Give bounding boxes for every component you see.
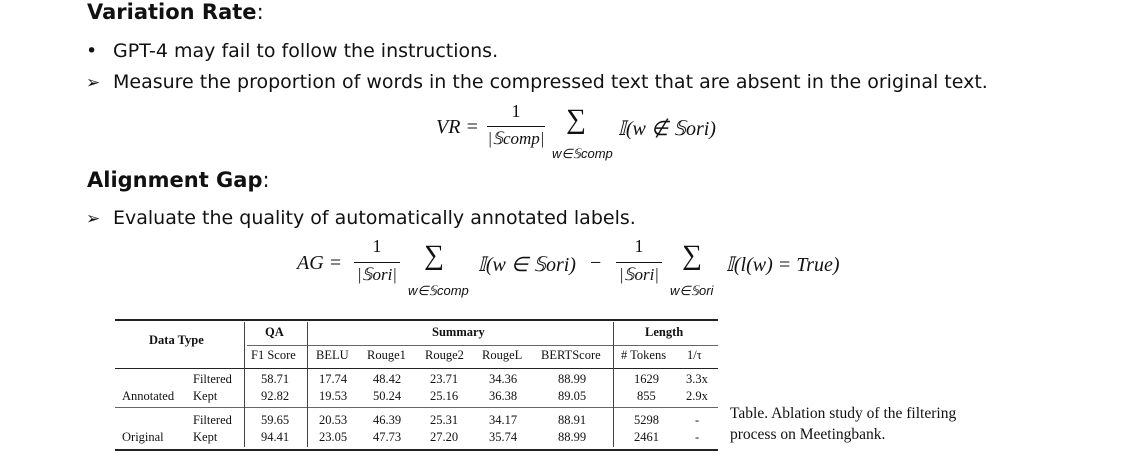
table-caption: Table. Ablation study of the filtering process on Meetingbank. bbox=[730, 405, 957, 443]
formula-term: 𝕀(w ∈ 𝕊ori) bbox=[478, 254, 576, 276]
section-heading-variation-rate bbox=[87, 0, 264, 24]
cell: 48.42 bbox=[373, 372, 402, 386]
subheader-f1: F1 Score bbox=[251, 348, 296, 362]
subheader-inverse-tau: 1/τ bbox=[687, 348, 702, 362]
cell: 34.36 bbox=[489, 372, 518, 386]
table-subheader-rule bbox=[247, 345, 718, 346]
fraction-denominator: |𝕊ori| bbox=[619, 265, 659, 284]
cell: 23.71 bbox=[430, 372, 459, 386]
cell: 5298 bbox=[634, 413, 659, 427]
cell: 88.91 bbox=[558, 413, 587, 427]
cell: 17.74 bbox=[319, 372, 348, 386]
subheader-tokens: # Tokens bbox=[621, 348, 667, 362]
arrow-marker-icon: ➢ bbox=[86, 209, 101, 229]
sum-subscript: w∈𝕊ori bbox=[670, 283, 714, 298]
cell: 1629 bbox=[634, 372, 659, 386]
cell: 34.17 bbox=[489, 413, 518, 427]
bullet-dot-icon: • bbox=[86, 40, 98, 62]
cell: 35.74 bbox=[489, 430, 518, 444]
cell: 58.71 bbox=[261, 372, 290, 386]
subheader-rouge1: Rouge1 bbox=[367, 348, 406, 362]
sum-subscript: w∈𝕊comp bbox=[552, 146, 613, 161]
heading-colon: : bbox=[256, 0, 264, 24]
cell: - bbox=[695, 430, 700, 444]
section-heading-alignment-gap bbox=[87, 168, 270, 192]
row-group-annotated: Annotated bbox=[122, 389, 175, 403]
column-divider bbox=[307, 322, 308, 447]
fraction-numerator: 1 bbox=[511, 101, 521, 121]
heading-text: Alignment Gap bbox=[87, 168, 263, 192]
table-bottom-rule bbox=[115, 449, 718, 451]
cell: 20.53 bbox=[319, 413, 348, 427]
cell: 46.39 bbox=[373, 413, 402, 427]
cell: 23.05 bbox=[319, 430, 348, 444]
cell: 3.3x bbox=[686, 372, 708, 386]
row-label: Kept bbox=[193, 430, 218, 444]
bullet-text: Evaluate the quality of automatically annotated labels. bbox=[113, 207, 636, 229]
fraction-line bbox=[354, 262, 400, 263]
formula-lhs: AG = bbox=[297, 252, 343, 274]
cell: 36.38 bbox=[489, 389, 518, 403]
sum-subscript: w∈𝕊comp bbox=[408, 283, 469, 298]
cell: 92.82 bbox=[261, 389, 290, 403]
cell: 25.16 bbox=[430, 389, 459, 403]
cell: 19.53 bbox=[319, 389, 348, 403]
sigma-icon: ∑ bbox=[566, 104, 586, 135]
bullet-text: Measure the proportion of words in the compressed text that are absent in the original text. bbox=[113, 71, 988, 93]
cell: 50.24 bbox=[373, 389, 402, 403]
table-header-rule bbox=[115, 368, 718, 369]
cell: 27.20 bbox=[430, 430, 459, 444]
cell: 2461 bbox=[634, 430, 659, 444]
cell: 88.99 bbox=[558, 372, 587, 386]
fraction-denominator: |𝕊ori| bbox=[357, 265, 397, 284]
sigma-icon: ∑ bbox=[424, 240, 444, 271]
cell: 88.99 bbox=[558, 430, 587, 444]
header-length: Length bbox=[645, 325, 684, 339]
formula-lhs: VR = bbox=[436, 116, 479, 138]
fraction-numerator: 1 bbox=[634, 236, 644, 256]
cell: 47.73 bbox=[373, 430, 402, 444]
subheader-bertscore: BERTScore bbox=[541, 348, 601, 362]
minus-sign: − bbox=[590, 252, 602, 274]
fraction-line bbox=[487, 126, 545, 127]
heading-text: Variation Rate bbox=[87, 0, 257, 24]
cell: - bbox=[695, 413, 700, 427]
cell: 2.9x bbox=[686, 389, 708, 403]
formula-term: 𝕀(w ∉ 𝕊ori) bbox=[618, 118, 716, 140]
fraction-numerator: 1 bbox=[372, 236, 382, 256]
subheader-rouge2: Rouge2 bbox=[425, 348, 464, 362]
row-label: Filtered bbox=[193, 372, 232, 386]
column-divider bbox=[244, 322, 245, 447]
header-qa: QA bbox=[265, 325, 284, 339]
cell: 59.65 bbox=[261, 413, 290, 427]
formula-term: 𝕀(l(w) = True) bbox=[726, 254, 840, 276]
subheader-rougel: RougeL bbox=[482, 348, 523, 362]
row-label: Filtered bbox=[193, 413, 232, 427]
row-label: Kept bbox=[193, 389, 218, 403]
fraction-denominator: |𝕊comp| bbox=[487, 129, 545, 148]
sigma-icon: ∑ bbox=[682, 240, 702, 271]
bullet-text: GPT-4 may fail to follow the instructions. bbox=[113, 40, 499, 62]
cell: 25.31 bbox=[430, 413, 459, 427]
row-group-original: Original bbox=[122, 430, 164, 444]
header-summary: Summary bbox=[432, 325, 485, 339]
cell: 94.41 bbox=[261, 430, 290, 444]
cell: 855 bbox=[637, 389, 656, 403]
arrow-marker-icon: ➢ bbox=[86, 73, 101, 93]
cell: 89.05 bbox=[558, 389, 587, 403]
column-divider bbox=[613, 322, 614, 447]
table-top-rule bbox=[115, 319, 718, 321]
table-mid-rule bbox=[115, 407, 718, 408]
subheader-belu: BELU bbox=[316, 348, 349, 362]
header-data-type: Data Type bbox=[149, 333, 204, 347]
fraction-line bbox=[616, 262, 662, 263]
heading-colon: : bbox=[262, 168, 270, 192]
